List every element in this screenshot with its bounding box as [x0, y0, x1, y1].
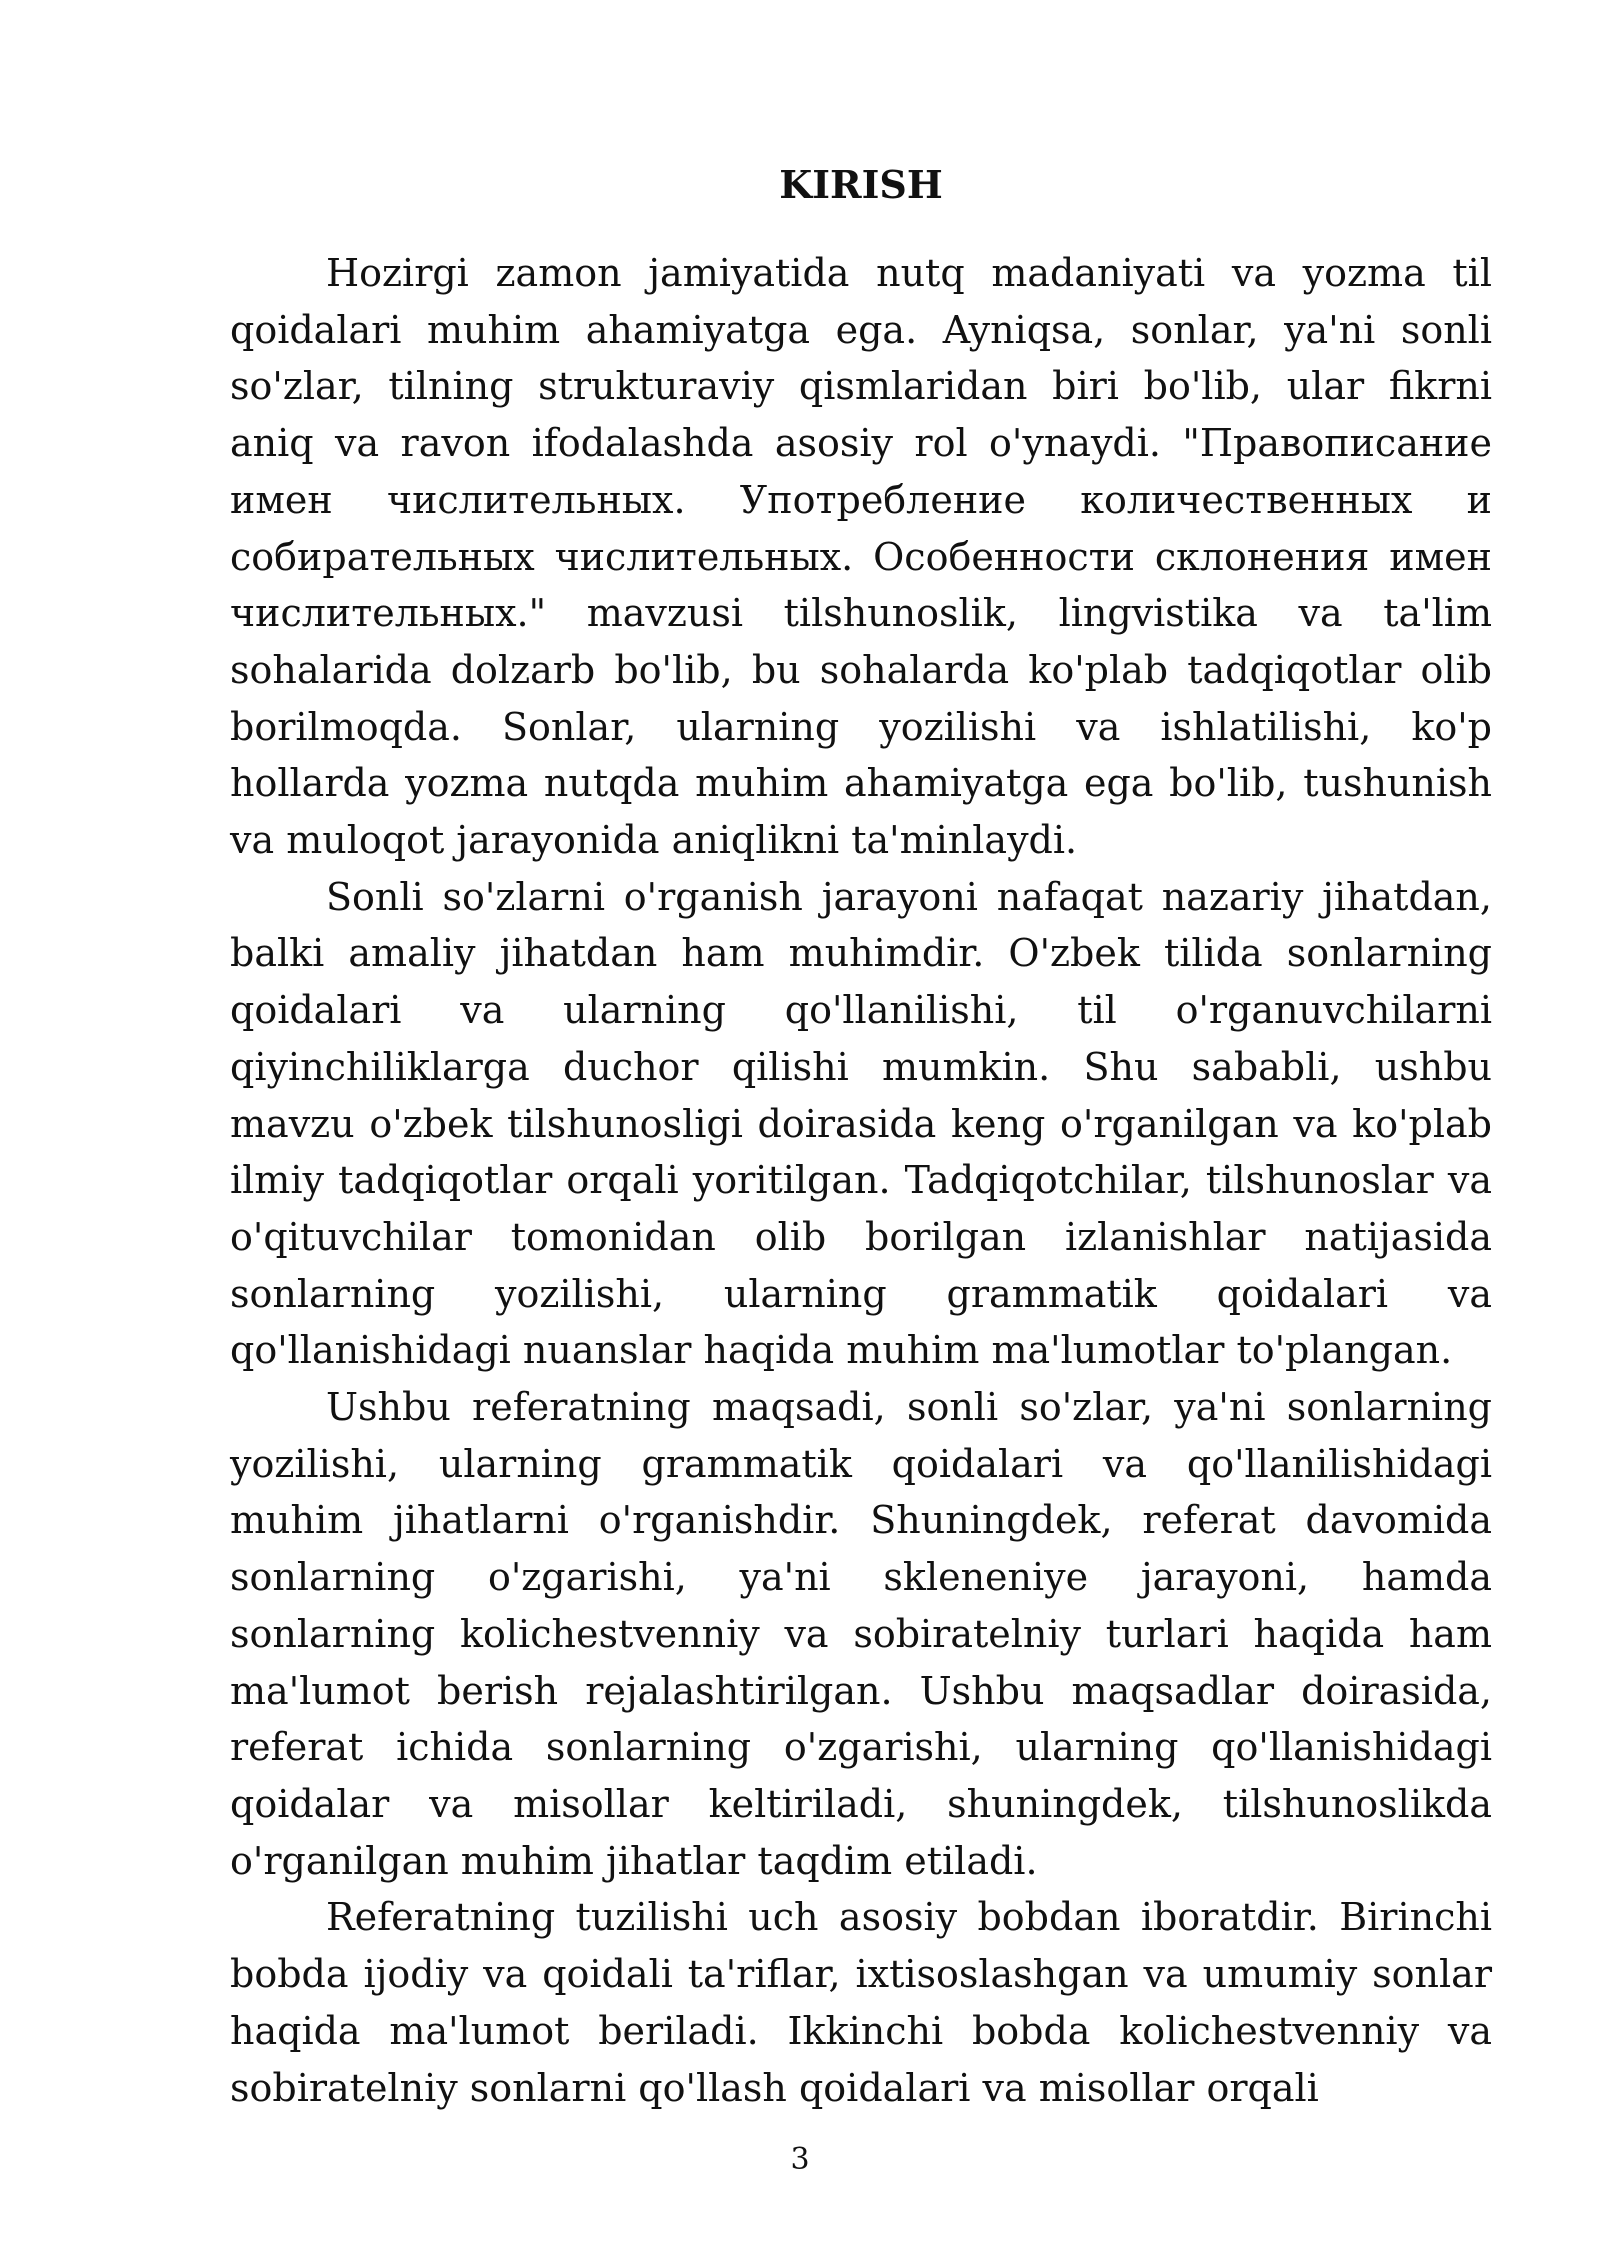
- paragraph-1: Hozirgi zamon jamiyatida nutq madaniyati va yozma til qoidalari muhim ahamiyatga ega. Ayniqsa, sonlar, ya'ni sonli so'zlar, tilning strukturaviy qismlaridan biri bo'lib, ular fikrni aniq va ravon ifodalashda asosiy rol o'ynaydi. "Правописание имен числительных. Употребление количественных и собирательных числительных. Особенности склонения имен числительных." mavzusi tilshunoslik, lingvistika va ta'lim sohalarida dolzarb bo'lib, bu sohalarda ko'plab tadqiqotlar olib borilmoqda. Sonlar, ularning yozilishi va ishlatilishi, ko'p hollarda yozma nutqda muhim ahamiyatga ega bo'lib, tushunish va muloqot jarayonida aniqlikni ta'minlaydi.: [230, 251, 1492, 863]
- paragraph-3: Ushbu referatning maqsadi, sonli so'zlar, ya'ni sonlarning yozilishi, ularning grammatik qoidalari va qo'llanilishidagi muhim jihatlarni o'rganishdir. Shuningdek, referat davomida sonlarning o'zgarishi, ya'ni skleneniye jarayoni, hamda sonlarning kolichestvenniy va sobiratelniy turlari haqida ham ma'lumot berish rejalashtirilgan. Ushbu maqsadlar doirasida, referat ichida sonlarning o'zgarishi, ularning qo'llanishidagi qoidalar va misollar keltiriladi, shuningdek, tilshunoslikda o'rganilgan muhim jihatlar taqdim etiladi.: [230, 1385, 1492, 1883]
- document-body: [230, 245, 1492, 2116]
- paragraph-4: Referatning tuzilishi uch asosiy bobdan iboratdir. Birinchi bobda ijodiy va qoidali ta'riflar, ixtisoslashgan va umumiy sonlar haqida ma'lumot beriladi. Ikkinchi bobda kolichestvenniy va sobiratelniy sonlarni qo'llash qoidalari va misollar orqali: [230, 1895, 1492, 2110]
- paragraph-2: Sonli so'zlarni o'rganish jarayoni nafaqat nazariy jihatdan, balki amaliy jihatdan ham muhimdir. O'zbek tilida sonlarning qoidalari va ularning qo'llanilishi, til o'rganuvchilarni qiyinchiliklarga duchor qilishi mumkin. Shu sababli, ushbu mavzu o'zbek tilshunosligi doirasida keng o'rganilgan va ko'plab ilmiy tadqiqotlar orqali yoritilgan. Tadqiqotchilar, tilshunoslar va o'qituvchilar tomonidan olib borilgan izlanishlar natijasida sonlarning yozilishi, ularning grammatik qoidalari va qo'llanishidagi nuanslar haqida muhim ma'lumotlar to'plangan.: [230, 874, 1492, 1373]
- page-number: 3: [790, 2142, 810, 2177]
- page-title: KIRISH: [779, 162, 943, 207]
